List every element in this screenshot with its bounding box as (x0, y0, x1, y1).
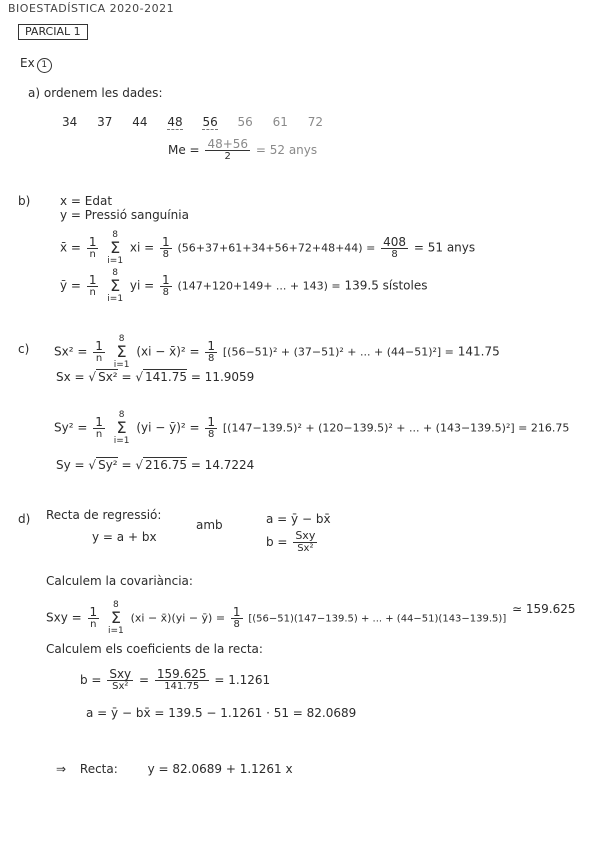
den: n (90, 618, 97, 630)
sigma: Σ (110, 608, 121, 627)
b-fraction-numeric (155, 668, 209, 693)
median-result: = 52 anys (255, 143, 318, 157)
sum-symbol (107, 268, 123, 304)
den: Sx² (297, 543, 314, 554)
num: 1 (232, 604, 241, 619)
one-over-eight (205, 340, 217, 365)
sorted-data-row (62, 115, 323, 129)
sxy-term: (xi − x̄)(yi − ȳ) = (130, 611, 226, 625)
sigma: Σ (116, 342, 127, 361)
recta-label: Recta: (79, 762, 118, 776)
b-def-lhs: b = (266, 535, 288, 549)
a-calculation: a = ȳ − bx̄ = 139.5 − 1.1261 · 51 = 82.0689 (86, 706, 357, 720)
sx-radicand-value: 141.75 (144, 370, 187, 384)
exercise-label (20, 56, 52, 73)
sy2-expression: [(147−139.5)² + (120−139.5)² + ... + (143−139.5)²] = 216.75 (222, 421, 570, 435)
den: 141.75 (164, 681, 200, 692)
sy-radicand-value: 216.75 (144, 458, 187, 472)
mean-x-formula (60, 230, 475, 266)
num: 1 (88, 272, 97, 287)
den: 8 (233, 618, 240, 630)
x-definition: x = Edat (60, 194, 113, 208)
num: 1 (95, 414, 103, 429)
implies-arrow-icon: ⇒ (56, 762, 67, 776)
den: 8 (208, 428, 215, 440)
b-lhs: b = (80, 673, 102, 687)
ybar-lhs: ȳ = (60, 278, 81, 293)
regression-equation: y = 82.0689 + 1.1261 x (147, 762, 293, 776)
sqrt-icon: √ (135, 370, 143, 384)
sy-lhs: Sy = (56, 458, 85, 472)
sum-symbol (108, 600, 124, 636)
ybar-result: 139.5 sístoles (344, 278, 428, 293)
y-definition: y = Pressió sanguínia (60, 208, 189, 222)
xi-term: xi = (129, 240, 155, 255)
median-lhs: Me = (168, 143, 200, 157)
sd-x-formula (56, 370, 254, 384)
den: n (95, 428, 103, 440)
sum-top: 8 (112, 268, 119, 278)
num: 1 (162, 234, 170, 249)
num: 1 (162, 272, 170, 287)
xbar-result: = 51 anys (413, 240, 476, 255)
yi-term: yi = (129, 278, 155, 293)
sum-bottom: i=1 (108, 626, 124, 636)
one-over-eight (160, 274, 172, 299)
data-value-median: 48 (167, 115, 183, 129)
sxy-expression: [(56−51)(147−139.5) + ... + (44−51)(143−139.5)] (248, 613, 507, 625)
regression-model: y = a + bx (92, 530, 157, 544)
xbar-lhs: x̄ = (60, 240, 81, 255)
sx2-lhs: Sx² = (54, 344, 88, 359)
median-formula (168, 138, 317, 163)
sum-symbol (114, 334, 130, 370)
one-over-n (87, 236, 99, 261)
xbar-fraction (381, 236, 408, 261)
sum-symbol (114, 410, 130, 446)
den: n (89, 248, 96, 260)
b-definition (266, 530, 319, 555)
num: 1 (88, 234, 97, 249)
equals: = (121, 458, 132, 472)
sx2-term: (xi − x̄)² = (136, 344, 200, 359)
num: 1 (95, 338, 103, 353)
num: 1 (207, 338, 216, 353)
den: n (95, 352, 103, 364)
den: 8 (391, 248, 398, 260)
one-over-n (87, 274, 99, 299)
data-value: 61 (272, 115, 288, 129)
b-fraction-symbolic (107, 668, 133, 693)
part-a-label: a) (28, 86, 41, 100)
median-fraction (205, 138, 250, 163)
sum-bottom: i=1 (107, 256, 124, 266)
num: Sxy (109, 667, 132, 681)
sx-radicand: Sx² (98, 370, 118, 384)
sx2-result: 141.75 (457, 344, 500, 359)
part-b-label: b) (18, 194, 31, 208)
sxy-result: ≃ 159.625 (512, 602, 576, 616)
num: 1 (207, 414, 216, 429)
exam-title: PARCIAL 1 (18, 24, 88, 40)
covariance-heading: Calculem la covariància: (46, 574, 193, 588)
part-c-label: c) (18, 342, 30, 356)
den: 8 (208, 352, 215, 364)
sqrt-icon: √ (88, 458, 97, 472)
sy2-lhs: Sy² = (54, 420, 88, 435)
ybar-expression: (147+120+149+ ... + 143) = (177, 279, 341, 293)
b-calculation (80, 668, 270, 693)
sigma: Σ (110, 276, 121, 295)
sy-result: = 14.7224 (190, 458, 255, 472)
sigma: Σ (110, 238, 121, 257)
variance-y-formula (54, 410, 569, 446)
b-def-fraction (293, 530, 317, 555)
sum-top: 8 (112, 230, 119, 240)
sum-bottom: i=1 (107, 294, 124, 304)
one-over-eight (160, 236, 172, 261)
num: 1 (89, 604, 98, 619)
sigma: Σ (116, 418, 127, 437)
one-over-eight (231, 606, 243, 631)
data-value: 37 (97, 115, 113, 129)
num: 159.625 (156, 667, 207, 681)
data-value-median: 56 (202, 115, 218, 129)
amb-word: amb (196, 518, 223, 532)
xbar-expression: (56+37+61+34+56+72+48+44) = (177, 241, 376, 255)
part-d-label: d) (18, 512, 31, 526)
coefficients-heading: Calculem els coeficients de la recta: (46, 642, 263, 656)
part-a-title: ordenem les dades: (43, 86, 163, 100)
a-definition: a = ȳ − bx̄ (266, 512, 331, 526)
exercise-text: Ex (20, 56, 35, 70)
den: Sx² (112, 681, 129, 692)
one-over-n (93, 340, 105, 365)
one-over-n (93, 416, 105, 441)
covariance-formula (46, 600, 506, 636)
den: 8 (162, 286, 170, 298)
sum-bottom: i=1 (113, 360, 130, 370)
sqrt-icon: √ (88, 370, 97, 384)
sum-top: 8 (118, 334, 125, 344)
one-over-eight (205, 416, 217, 441)
sum-symbol (107, 230, 123, 266)
sum-top: 8 (118, 410, 125, 420)
one-over-n (88, 606, 100, 631)
regression-heading: Recta de regressió: (46, 508, 162, 522)
equals: = (121, 370, 132, 384)
sx2-expression: [(56−51)² + (37−51)² + ... + (44−51)²] = (222, 345, 454, 359)
data-value: 34 (62, 115, 78, 129)
den: 8 (162, 248, 170, 260)
median-numerator: 48+56 (207, 137, 249, 151)
data-value: 72 (307, 115, 324, 129)
variance-x-formula (54, 334, 500, 370)
data-value: 56 (237, 115, 253, 129)
b-result: = 1.1261 (214, 673, 271, 687)
sy-radicand: Sy² (98, 458, 118, 472)
part-a-heading (28, 86, 162, 100)
sum-top: 8 (113, 600, 119, 610)
sxy-lhs: Sxy = (46, 610, 82, 625)
data-value: 44 (132, 115, 148, 129)
num: Sxy (295, 529, 316, 542)
sy2-term: (yi − ȳ)² = (136, 420, 200, 435)
final-line (56, 762, 293, 776)
num: 408 (383, 234, 407, 249)
sx-lhs: Sx = (56, 370, 85, 384)
sd-y-formula (56, 458, 254, 472)
median-denominator: 2 (224, 151, 231, 162)
course-header: BIOESTADÍSTICA 2020-2021 (8, 2, 175, 15)
sqrt-icon: √ (135, 458, 143, 472)
den: n (89, 286, 96, 298)
equals: = (138, 673, 150, 687)
sx-result: = 11.9059 (190, 370, 255, 384)
exercise-number-circled: 1 (37, 58, 52, 73)
mean-y-formula (60, 268, 428, 304)
sum-bottom: i=1 (113, 436, 130, 446)
